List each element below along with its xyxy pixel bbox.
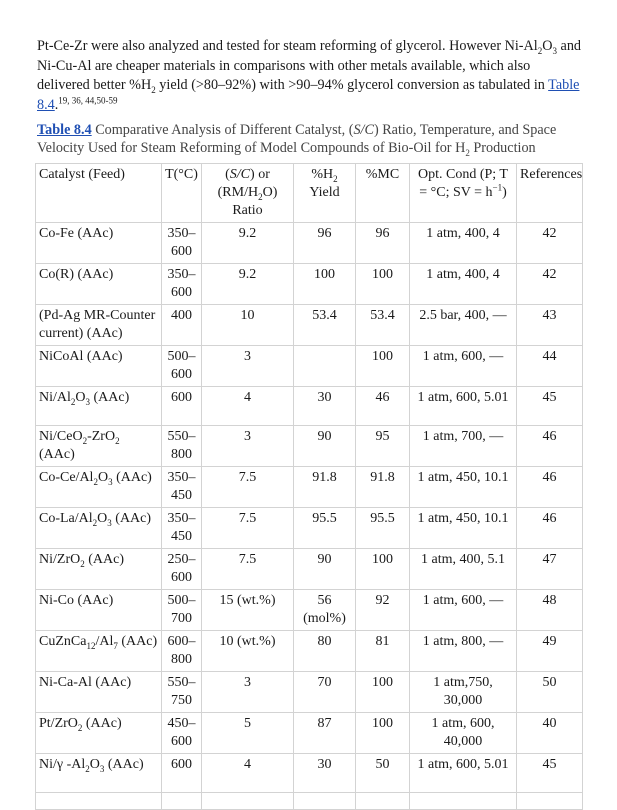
cell-ref: 43 <box>517 305 583 346</box>
cell-t: 350–600 <box>162 223 202 264</box>
table-caption: Table 8.4 Comparative Analysis of Different Catalyst, (S/C) Ratio, Temperature, and Space Velocity Used for Steam Reforming of Model Compounds of Bio-Oil for $H_2$ Production <box>37 122 557 158</box>
cell-mc: 100 <box>356 346 410 387</box>
table-row <box>36 387 583 426</box>
cell-t: 500–600 <box>162 346 202 387</box>
cell-ratio: 3 <box>202 426 294 467</box>
cell-ratio: 7.5 <box>202 508 294 549</box>
cell-ref: 40 <box>517 713 583 754</box>
intro-text: yield (>80–92%) with >90–94% glycerol conversion as tabulated in <box>155 77 549 93</box>
table-row <box>36 672 583 713</box>
table-row-empty <box>36 793 583 810</box>
header-references: References <box>517 164 583 223</box>
cell-ratio: 4 <box>202 387 294 426</box>
cell-ref: 42 <box>517 264 583 305</box>
cell-catalyst: (Pd-Ag MR-Counter current) (AAc) <box>36 305 162 346</box>
catalyst-comparison-table <box>35 163 583 810</box>
cell-ref: 47 <box>517 549 583 590</box>
cell-ref: 45 <box>517 754 583 793</box>
table-row <box>36 346 583 387</box>
cell-catalyst: $Ni/Al_2O_3$ (AAc) <box>36 387 162 426</box>
cell-y: 90 <box>294 426 356 467</box>
cell-cond: 1 atm, 600, 40,000 <box>410 713 517 754</box>
cell-y: 56 (mol%) <box>294 590 356 631</box>
cell-mc: 95 <box>356 426 410 467</box>
cell-catalyst: Ni-Co (AAc) <box>36 590 162 631</box>
cell-ratio: 9.2 <box>202 223 294 264</box>
cell-catalyst: $Co-Ce/Al_2O_3$ (AAc) <box>36 467 162 508</box>
cell-mc: 100 <box>356 672 410 713</box>
cell-cond: 1 atm, 400, 4 <box>410 264 517 305</box>
cell-cond: 1 atm, 600, — <box>410 346 517 387</box>
cell-catalyst: Ni/ZrO$_2$ (AAc) <box>36 549 162 590</box>
cell-cond: 1 atm, 600, — <box>410 590 517 631</box>
table-row <box>36 713 583 754</box>
cell-y: 95.5 <box>294 508 356 549</box>
cell-catalyst: Co-Fe (AAc) <box>36 223 162 264</box>
table-row <box>36 590 583 631</box>
cell-cond: 1 atm, 600, 5.01 <box>410 754 517 793</box>
cell-y: 30 <box>294 387 356 426</box>
cell-catalyst: Ni-Ca-Al (AAc) <box>36 672 162 713</box>
cell-mc: 95.5 <box>356 508 410 549</box>
cell-t: 600 <box>162 754 202 793</box>
header-temperature: T(°C) <box>162 164 202 223</box>
cell-ref: 44 <box>517 346 583 387</box>
cell-ratio: 7.5 <box>202 549 294 590</box>
cell-y: 70 <box>294 672 356 713</box>
cell-cond: 1 atm, 700, — <box>410 426 517 467</box>
cell-ref: 45 <box>517 387 583 426</box>
table-row <box>36 754 583 793</box>
cell-mc: 53.4 <box>356 305 410 346</box>
intro-text: O <box>542 38 553 54</box>
cell-ratio: 3 <box>202 672 294 713</box>
cell-cond: 1 atm,750, 30,000 <box>410 672 517 713</box>
subscript: 2 <box>151 84 156 95</box>
table-label-link[interactable]: Table 8.4 <box>37 122 92 138</box>
cell-catalyst: $CuZnCa_{12}/Al_7$ (AAc) <box>36 631 162 672</box>
cell-t: 500–700 <box>162 590 202 631</box>
cell-t: 450–600 <box>162 713 202 754</box>
table-row <box>36 467 583 508</box>
cell-ratio: 5 <box>202 713 294 754</box>
header-ratio: (S/C) or $(RM/H_2O)$ Ratio <box>202 164 294 223</box>
cell-y <box>294 346 356 387</box>
cell-ref: 49 <box>517 631 583 672</box>
cell-catalyst: NiCoAl (AAc) <box>36 346 162 387</box>
subscript: 2 <box>537 45 543 56</box>
cell-mc: 91.8 <box>356 467 410 508</box>
cell-ref: 46 <box>517 508 583 549</box>
cell-ratio: 3 <box>202 346 294 387</box>
table-row <box>36 426 583 467</box>
cell-t: 350–450 <box>162 467 202 508</box>
cell-y: 90 <box>294 549 356 590</box>
cell-y: 100 <box>294 264 356 305</box>
table-row <box>36 305 583 346</box>
cell-ratio: 10 (wt.%) <box>202 631 294 672</box>
cell-ratio: 9.2 <box>202 264 294 305</box>
cell-y: 91.8 <box>294 467 356 508</box>
cell-ref: 50 <box>517 672 583 713</box>
cell-ref: 46 <box>517 426 583 467</box>
cell-ratio: 4 <box>202 754 294 793</box>
cell-t: 350–600 <box>162 264 202 305</box>
header-conditions: Opt. Cond (P; T = °C; SV = $h^{-1}$) <box>410 164 517 223</box>
cell-mc: 96 <box>356 223 410 264</box>
table-link[interactable]: Table 8.4 <box>37 77 580 113</box>
cell-cond: 1 atm, 800, — <box>410 631 517 672</box>
cell-catalyst: Pt/ZrO$_2$ (AAc) <box>36 713 162 754</box>
cell-t: 250–600 <box>162 549 202 590</box>
reference-superscript: 19, 36, 44,50-59 <box>58 94 118 105</box>
cell-mc: 46 <box>356 387 410 426</box>
cell-catalyst: $Co-La/Al_2O_3$ (AAc) <box>36 508 162 549</box>
cell-catalyst: Co(R) (AAc) <box>36 264 162 305</box>
intro-paragraph: Pt-Ce-Zr were also analyzed and tested for steam reforming of glycerol. However $Ni-Al_2O_3$ and Ni-Cu-Al are cheaper materials in comparisons with other metals available, which also delivered better $\%H_2$ yield (>80–92%) with >90–94% glycerol conversion as tabulated in Table 8.4.$^{19, 36, 44,50-59}$ <box>37 38 582 113</box>
cell-t: 400 <box>162 305 202 346</box>
table-row <box>36 223 583 264</box>
cell-ratio: 10 <box>202 305 294 346</box>
table-row <box>36 264 583 305</box>
cell-ref: 46 <box>517 467 583 508</box>
intro-text: Pt-Ce-Zr were also analyzed and tested for steam reforming of glycerol. However Ni-Al <box>37 38 538 54</box>
cell-mc: 50 <box>356 754 410 793</box>
cell-t: 550–750 <box>162 672 202 713</box>
intro-text: and Ni-Cu-Al are cheaper materials in comparisons with other metals available, which also delivered better %H <box>37 38 582 93</box>
cell-y: 53.4 <box>294 305 356 346</box>
cell-catalyst: Ni/CeO$_2$-ZrO$_2$ (AAc) <box>36 426 162 467</box>
cell-ratio: 15 (wt.%) <box>202 590 294 631</box>
cell-ref: 48 <box>517 590 583 631</box>
subscript: 2 <box>465 147 470 158</box>
table-row <box>36 631 583 672</box>
cell-ratio: 7.5 <box>202 467 294 508</box>
cell-y: 80 <box>294 631 356 672</box>
cell-mc: 92 <box>356 590 410 631</box>
cell-y: 96 <box>294 223 356 264</box>
cell-mc: 100 <box>356 713 410 754</box>
cell-cond: 1 atm, 400, 5.1 <box>410 549 517 590</box>
header-catalyst: Catalyst (Feed) <box>36 164 162 223</box>
table-header-row <box>36 164 583 223</box>
header-mc: %MC <box>356 164 410 223</box>
cell-mc: 100 <box>356 264 410 305</box>
cell-cond: 1 atm, 400, 4 <box>410 223 517 264</box>
table-row <box>36 549 583 590</box>
cell-mc: 81 <box>356 631 410 672</box>
cell-t: 550–800 <box>162 426 202 467</box>
cell-cond: 1 atm, 600, 5.01 <box>410 387 517 426</box>
cell-y: 30 <box>294 754 356 793</box>
cell-mc: 100 <box>356 549 410 590</box>
cell-t: 600–800 <box>162 631 202 672</box>
cell-cond: 2.5 bar, 400, — <box>410 305 517 346</box>
header-yield: $\%H_2$ Yield <box>294 164 356 223</box>
table-row <box>36 508 583 549</box>
cell-cond: 1 atm, 450, 10.1 <box>410 467 517 508</box>
cell-t: 350–450 <box>162 508 202 549</box>
cell-y: 87 <box>294 713 356 754</box>
cell-ref: 42 <box>517 223 583 264</box>
cell-catalyst: Ni/γ $-Al_2O_3$ (AAc) <box>36 754 162 793</box>
subscript: 3 <box>552 45 557 56</box>
cell-t: 600 <box>162 387 202 426</box>
cell-cond: 1 atm, 450, 10.1 <box>410 508 517 549</box>
